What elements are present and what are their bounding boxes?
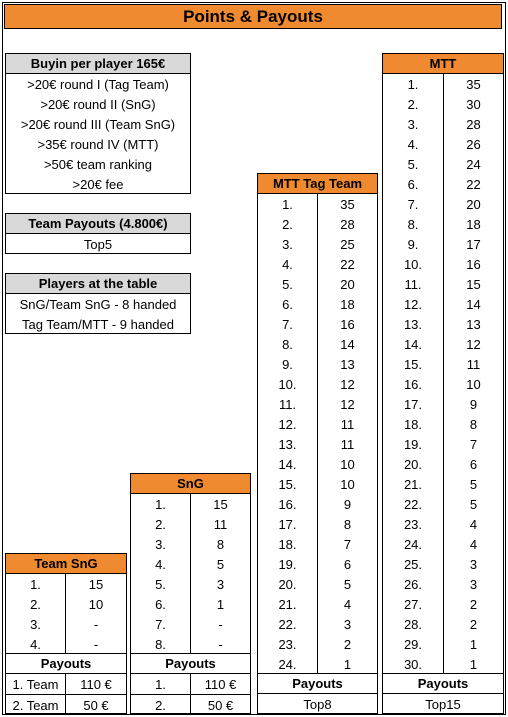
mtt-tag-team-row-rank: 20.	[258, 574, 318, 594]
sng-row-value: 5	[216, 556, 225, 572]
players-line: SnG/Team SnG - 8 handed	[19, 296, 177, 312]
mtt-row	[383, 334, 503, 354]
mtt-row	[383, 194, 503, 214]
mtt-row-value: 8	[469, 416, 478, 432]
sng-row-rank: 3.	[131, 534, 191, 554]
sng-rows	[131, 494, 250, 654]
mtt-tag-team-row-value: 12	[340, 376, 355, 392]
sng-row	[131, 614, 250, 634]
mtt-row-value: 20	[466, 196, 481, 212]
mtt-row-value: 24	[466, 156, 481, 172]
mtt-tag-team-row-value: 16	[340, 316, 355, 332]
mtt-tag-team-row-rank: 6.	[258, 294, 318, 314]
sng-row	[131, 494, 250, 514]
mtt-row	[383, 154, 503, 174]
mtt-tag-team-row	[258, 214, 377, 234]
mtt-tag-team-row-value: 7	[343, 536, 352, 552]
sng-row	[131, 514, 250, 534]
team-sng-row-value: 15	[88, 576, 104, 592]
mtt-tag-team-row-value: 11	[340, 416, 355, 432]
mtt-row	[383, 454, 503, 474]
mtt-tag-team-row-value: 22	[340, 256, 355, 272]
mtt-row-rank: 13.	[383, 314, 444, 334]
mtt-row-rank: 18.	[383, 414, 444, 434]
mtt-row-value: 2	[469, 596, 478, 612]
mtt-payouts-header: Payouts	[383, 674, 503, 694]
mtt-row-rank: 29.	[383, 634, 444, 654]
sng-row-value: -	[218, 636, 223, 652]
mtt-row	[383, 574, 503, 594]
mtt-row-value: 30	[466, 96, 481, 112]
mtt-payouts-value: Top15	[425, 696, 461, 712]
mtt-tag-team-payouts	[257, 673, 378, 714]
mtt-tag-team-row	[258, 634, 377, 654]
sng-header: SnG	[131, 474, 250, 494]
mtt-row-value: 9	[469, 396, 478, 412]
buyin-line: >20€ round III (Team SnG)	[20, 116, 176, 132]
mtt-tag-team-row-value: 25	[340, 236, 355, 252]
mtt-row	[383, 634, 503, 654]
team-sng-table	[5, 553, 127, 654]
sng-row	[131, 534, 250, 554]
team-sng-row-value: 10	[88, 596, 104, 612]
mtt-tag-team-row-value: 13	[340, 356, 355, 372]
sng-row-rank: 4.	[131, 554, 191, 574]
mtt-tag-team-row-rank: 23.	[258, 634, 318, 654]
mtt-row-value: 5	[469, 496, 478, 512]
mtt-row-rank: 5.	[383, 154, 444, 174]
buyin-line: >20€ round I (Tag Team)	[27, 76, 169, 92]
mtt-row	[383, 474, 503, 494]
mtt-tag-team-payouts-header: Payouts	[258, 674, 377, 694]
mtt-row-value: 13	[466, 316, 481, 332]
mtt-tag-team-row-value: 9	[343, 496, 352, 512]
mtt-row-value: 18	[466, 216, 481, 232]
mtt-tag-team-row	[258, 354, 377, 374]
mtt-row	[383, 294, 503, 314]
mtt-tag-team-row	[258, 534, 377, 554]
mtt-row-value: 17	[466, 236, 481, 252]
mtt-row-value: 6	[469, 456, 478, 472]
mtt-tag-team-row-rank: 8.	[258, 334, 318, 354]
mtt-row	[383, 234, 503, 254]
mtt-tag-team-row-rank: 7.	[258, 314, 318, 334]
mtt-row-rank: 9.	[383, 234, 444, 254]
mtt-row-rank: 4.	[383, 134, 444, 154]
team-sng-payouts	[5, 653, 127, 714]
mtt-tag-team-row-rank: 19.	[258, 554, 318, 574]
mtt-row-rank: 22.	[383, 494, 444, 514]
players-lines	[6, 294, 190, 334]
mtt-tag-team-row-rank: 1.	[258, 194, 318, 214]
players-header: Players at the table	[6, 274, 190, 294]
buyin-box	[5, 53, 191, 194]
mtt-tag-team-row-value: 8	[343, 516, 352, 532]
sng-payout-rows	[131, 674, 250, 715]
sng-row-value: 15	[213, 496, 228, 512]
mtt-row-rank: 1.	[383, 74, 444, 94]
mtt-row-rank: 26.	[383, 574, 444, 594]
mtt-row-rank: 3.	[383, 114, 444, 134]
sng-row-rank: 6.	[131, 594, 191, 614]
mtt-row-value: 1	[469, 656, 478, 672]
team-sng-row	[6, 594, 126, 614]
mtt-tag-team-row-value: 12	[340, 396, 355, 412]
mtt-tag-team-row-value: 1	[343, 656, 352, 672]
mtt-tag-team-row-value: 5	[343, 576, 352, 592]
mtt-tag-team-row-rank: 2.	[258, 214, 318, 234]
sng-row-rank: 7.	[131, 614, 191, 634]
mtt-tag-team-row-rank: 10.	[258, 374, 318, 394]
mtt-tag-team-row	[258, 314, 377, 334]
mtt-tag-team-row	[258, 294, 377, 314]
mtt-tag-team-row	[258, 274, 377, 294]
mtt-tag-team-row	[258, 614, 377, 634]
team-sng-payouts-header: Payouts	[6, 654, 126, 674]
mtt-tag-team-row-rank: 18.	[258, 534, 318, 554]
team-sng-row	[6, 614, 126, 634]
sng-payout-row-rank: 2.	[131, 695, 191, 715]
mtt-row-value: 10	[466, 376, 481, 392]
mtt-row-rank: 12.	[383, 294, 444, 314]
mtt-rows	[383, 74, 503, 674]
sng-row-rank: 5.	[131, 574, 191, 594]
mtt-row	[383, 654, 503, 674]
mtt-tag-team-row-rank: 3.	[258, 234, 318, 254]
mtt-row	[383, 614, 503, 634]
mtt-row-rank: 20.	[383, 454, 444, 474]
mtt-tag-team-row	[258, 474, 377, 494]
mtt-row-rank: 25.	[383, 554, 444, 574]
mtt-row-rank: 6.	[383, 174, 444, 194]
mtt-tag-team-row	[258, 594, 377, 614]
mtt-row	[383, 594, 503, 614]
mtt-row	[383, 274, 503, 294]
mtt-row-value: 7	[469, 436, 478, 452]
mtt-tag-team-row	[258, 374, 377, 394]
mtt-row	[383, 514, 503, 534]
mtt-tag-team-row-value: 10	[340, 476, 355, 492]
mtt-row-value: 1	[469, 636, 478, 652]
mtt-row-value: 15	[466, 276, 481, 292]
mtt-row	[383, 494, 503, 514]
mtt-row	[383, 114, 503, 134]
mtt-tag-team-row-value: 11	[340, 436, 355, 452]
sng-row-value: 3	[216, 576, 225, 592]
buyin-line: >20€ round II (SnG)	[40, 96, 156, 112]
mtt-tag-team-row-rank: 9.	[258, 354, 318, 374]
mtt-tag-team-row-rank: 16.	[258, 494, 318, 514]
mtt-row-value: 35	[466, 76, 481, 92]
team-payouts-box	[5, 213, 191, 254]
sng-payout-row	[131, 674, 250, 694]
mtt-row-rank: 14.	[383, 334, 444, 354]
mtt-header: MTT	[383, 54, 503, 74]
mtt-row-rank: 15.	[383, 354, 444, 374]
team-sng-payout-rows	[6, 674, 126, 715]
mtt-row	[383, 74, 503, 94]
team-sng-rows	[6, 574, 126, 654]
team-sng-payout-row-rank: 2. Team	[6, 695, 66, 715]
mtt-tag-team-row	[258, 334, 377, 354]
sng-payouts-header: Payouts	[131, 654, 250, 674]
mtt-tag-team-row-value: 14	[340, 336, 355, 352]
sng-payout-row-rank: 1.	[131, 674, 191, 694]
sng-row-value: -	[218, 616, 223, 632]
mtt-row-rank: 2.	[383, 94, 444, 114]
team-sng-payout-row	[6, 674, 126, 694]
team-payouts-header: Team Payouts (4.800€)	[6, 214, 190, 234]
buyin-line: >50€ team ranking	[43, 156, 153, 172]
mtt-row-rank: 16.	[383, 374, 444, 394]
mtt-tag-team-row	[258, 194, 377, 214]
mtt-tag-team-row	[258, 494, 377, 514]
mtt-tag-team-row	[258, 574, 377, 594]
mtt-tag-team-row-rank: 17.	[258, 514, 318, 534]
mtt-tag-team-row-rank: 22.	[258, 614, 318, 634]
mtt-tag-team-row	[258, 394, 377, 414]
sng-row-rank: 8.	[131, 634, 191, 654]
mtt-tag-team-row-value: 2	[343, 636, 352, 652]
mtt-tag-team-row-rank: 5.	[258, 274, 318, 294]
mtt-row-rank: 19.	[383, 434, 444, 454]
mtt-tag-team-row-rank: 14.	[258, 454, 318, 474]
mtt-row	[383, 254, 503, 274]
sng-payouts	[130, 653, 251, 714]
mtt-tag-team-row-value: 35	[340, 196, 355, 212]
mtt-row-value: 12	[466, 336, 481, 352]
buyin-header: Buyin per player 165€	[6, 54, 190, 74]
mtt-row	[383, 314, 503, 334]
team-sng-payout-row-rank: 1. Team	[6, 674, 66, 694]
mtt-row	[383, 534, 503, 554]
mtt-row-value: 14	[466, 296, 481, 312]
mtt-row-rank: 24.	[383, 534, 444, 554]
mtt-row-rank: 23.	[383, 514, 444, 534]
team-sng-row	[6, 634, 126, 654]
mtt-tag-team-row	[258, 414, 377, 434]
mtt-row-rank: 11.	[383, 274, 444, 294]
team-payouts-value: Top5	[83, 236, 113, 252]
mtt-row-value: 5	[469, 476, 478, 492]
page-title: Points & Payouts	[4, 4, 502, 29]
players-line: Tag Team/MTT - 9 handed	[22, 316, 174, 332]
mtt-tag-team-row-value: 28	[340, 216, 355, 232]
sng-row	[131, 554, 250, 574]
mtt-row	[383, 94, 503, 114]
sng-row	[131, 574, 250, 594]
mtt-tag-team-row-rank: 15.	[258, 474, 318, 494]
mtt-row-value: 28	[466, 116, 481, 132]
buyin-lines	[6, 74, 190, 194]
sng-payout-row	[131, 694, 250, 715]
mtt-row	[383, 214, 503, 234]
team-sng-row-value: -	[93, 636, 99, 652]
buyin-line: >35€ round IV (MTT)	[37, 136, 159, 152]
mtt-payouts	[382, 673, 504, 714]
mtt-tag-team-row	[258, 514, 377, 534]
sng-row-rank: 1.	[131, 494, 191, 514]
sng-payout-row-value: 50 €	[207, 697, 234, 713]
mtt-tag-team-row-value: 20	[340, 276, 355, 292]
mtt-tag-team-row	[258, 234, 377, 254]
mtt-tag-team-row-value: 10	[340, 456, 355, 472]
mtt-row-rank: 7.	[383, 194, 444, 214]
mtt-row-rank: 17.	[383, 394, 444, 414]
mtt-tag-team-row-value: 6	[343, 556, 352, 572]
mtt-row	[383, 394, 503, 414]
mtt-tag-team-payouts-value: Top8	[303, 696, 332, 712]
mtt-row	[383, 554, 503, 574]
mtt-row-value: 4	[469, 516, 478, 532]
team-sng-payout-row	[6, 694, 126, 715]
sng-row-value: 11	[213, 516, 228, 532]
mtt-tag-team-row-value: 18	[340, 296, 355, 312]
team-sng-row-rank: 2.	[6, 594, 66, 614]
mtt-tag-team-row-rank: 12.	[258, 414, 318, 434]
mtt-row-value: 2	[469, 616, 478, 632]
mtt-row-value: 22	[466, 176, 481, 192]
mtt-row	[383, 354, 503, 374]
mtt-row	[383, 434, 503, 454]
mtt-row-value: 3	[469, 576, 478, 592]
mtt-tag-team-row	[258, 434, 377, 454]
mtt-row	[383, 374, 503, 394]
team-sng-row-value: -	[93, 616, 99, 632]
mtt-row-rank: 10.	[383, 254, 444, 274]
mtt-table	[382, 53, 504, 674]
mtt-tag-team-row-rank: 13.	[258, 434, 318, 454]
mtt-row-rank: 27.	[383, 594, 444, 614]
sng-row-value: 8	[216, 536, 225, 552]
sng-row-rank: 2.	[131, 514, 191, 534]
players-box	[5, 273, 191, 334]
mtt-row	[383, 414, 503, 434]
mtt-row-rank: 8.	[383, 214, 444, 234]
mtt-row	[383, 134, 503, 154]
team-sng-payout-row-value: 110 €	[80, 676, 112, 692]
mtt-tag-team-row-rank: 21.	[258, 594, 318, 614]
mtt-tag-team-row-rank: 24.	[258, 654, 318, 674]
sng-table	[130, 473, 251, 654]
team-sng-header: Team SnG	[6, 554, 126, 574]
mtt-tag-team-row	[258, 254, 377, 274]
mtt-row-value: 11	[466, 356, 481, 372]
mtt-row-rank: 30.	[383, 654, 444, 674]
mtt-row-value: 16	[466, 256, 481, 272]
mtt-row-value: 26	[466, 136, 481, 152]
mtt-tag-team-row-value: 4	[343, 596, 352, 612]
mtt-tag-team-row	[258, 654, 377, 674]
mtt-tag-team-row	[258, 454, 377, 474]
team-sng-payout-row-value: 50 €	[83, 697, 109, 713]
mtt-row-rank: 21.	[383, 474, 444, 494]
mtt-tag-team-rows	[258, 194, 377, 674]
team-sng-row-rank: 3.	[6, 614, 66, 634]
mtt-tag-team-row-rank: 11.	[258, 394, 318, 414]
team-sng-row	[6, 574, 126, 594]
sng-row	[131, 594, 250, 614]
mtt-tag-team-row-rank: 4.	[258, 254, 318, 274]
sng-row-value: 1	[216, 596, 225, 612]
mtt-tag-team-row	[258, 554, 377, 574]
mtt-row-value: 3	[469, 556, 478, 572]
mtt-tag-team-header: MTT Tag Team	[258, 174, 377, 194]
mtt-row	[383, 174, 503, 194]
mtt-row-rank: 28.	[383, 614, 444, 634]
sng-row	[131, 634, 250, 654]
mtt-tag-team-table	[257, 173, 378, 674]
team-sng-row-rank: 4.	[6, 634, 66, 654]
mtt-row-value: 4	[469, 536, 478, 552]
sng-payout-row-value: 110 €	[204, 676, 237, 692]
mtt-tag-team-row-value: 3	[343, 616, 352, 632]
buyin-line: >20€ fee	[72, 176, 124, 192]
team-sng-row-rank: 1.	[6, 574, 66, 594]
